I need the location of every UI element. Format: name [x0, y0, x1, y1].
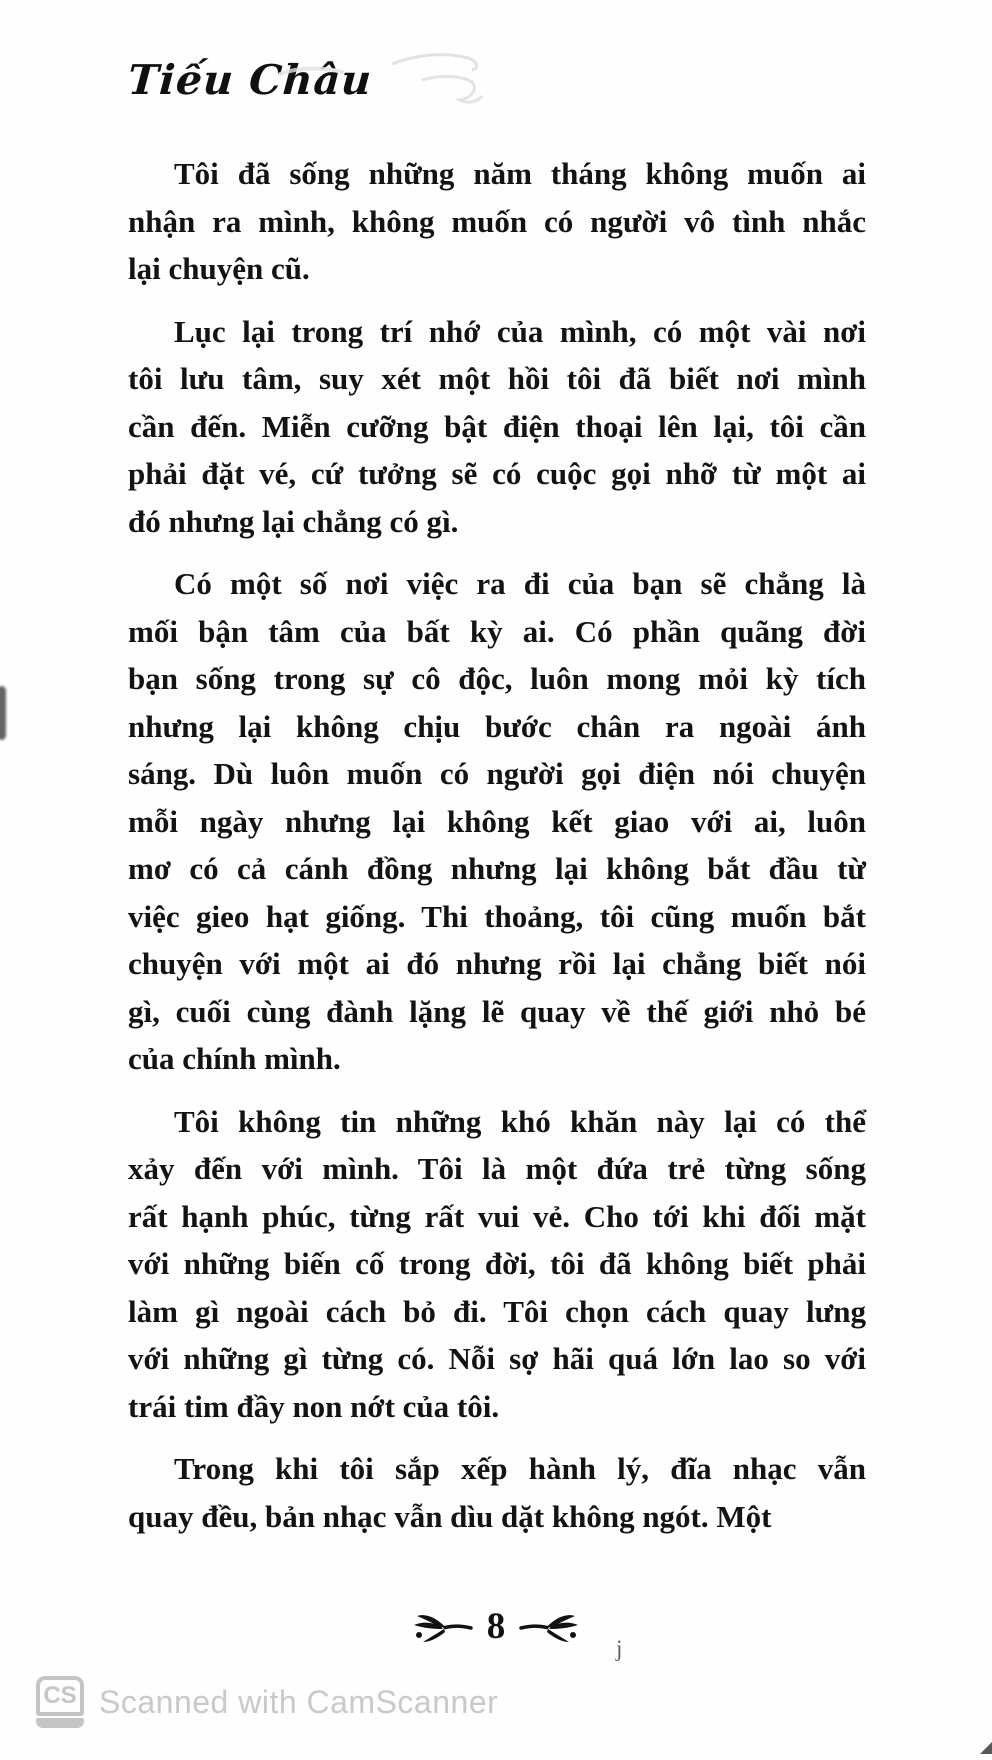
- scan-edge-smear: [0, 686, 6, 740]
- camscanner-logo-letters: CS: [43, 1682, 77, 1709]
- text-line: trái tim đầy non nớt của tôi.: [128, 1388, 500, 1424]
- paragraph: [128, 150, 866, 293]
- page-footer: [0, 1608, 992, 1645]
- text-line: lại chuyện cũ.: [128, 251, 310, 286]
- text-line: phải đặt vé, cứ tưởng sẽ có cuộc gọi nhỡ từ một ai: [128, 456, 866, 491]
- text-line: sáng. Dù luôn muốn có người gọi điện nói chuyện: [128, 756, 866, 791]
- text-line: với những gì từng có. Nỗi sợ hãi quá lớn lao so với: [128, 1341, 866, 1376]
- scan-smudge: [272, 46, 502, 116]
- text-line: việc gieo hạt giống. Thi thoảng, tôi cũng muốn bắt: [128, 898, 866, 934]
- body-text: [128, 150, 866, 1555]
- text-line: bạn sống trong sự cô độc, luôn mong mỏi kỳ tích: [128, 661, 866, 696]
- paragraph: [128, 1445, 866, 1540]
- fleuron-right-icon: [519, 1609, 583, 1645]
- text-line: mối bận tâm của bất kỳ ai. Có phần quãng đời: [128, 613, 866, 649]
- text-line: cần đến. Miễn cưỡng bật điện thoại lên lại, tôi cần: [128, 408, 866, 444]
- watermark-label: Scanned with CamScanner: [99, 1683, 499, 1720]
- text-line: với những biến cố trong đời, tôi đã không biết phải: [128, 1246, 866, 1281]
- text-line: Tôi đã sống những năm tháng không muốn ai: [174, 156, 866, 191]
- text-line: tôi lưu tâm, suy xét một hồi tôi đã biết nơi mình: [128, 361, 866, 396]
- text-line: quay đều, bản nhạc vẫn dìu dặt không ngót. Một: [128, 1498, 772, 1534]
- page-number: 8: [486, 1606, 506, 1647]
- camscanner-logo-band: [36, 1718, 84, 1728]
- text-line: nhưng lại không chịu bước chân ra ngoài ánh: [128, 708, 866, 744]
- text-line: mơ có cả cánh đồng nhưng lại không bắt đầu từ: [128, 851, 866, 886]
- text-line: Trong khi tôi sắp xếp hành lý, đĩa nhạc vẫn: [174, 1451, 866, 1486]
- book-title-script: Tiếu Châu: [126, 56, 374, 104]
- text-line: nhận ra mình, không muốn có người vô tình nhắc: [128, 203, 866, 239]
- paragraph: [128, 1098, 866, 1431]
- text-line: Có một số nơi việc ra đi của bạn sẽ chẳng là: [174, 566, 866, 601]
- text-line: Lục lại trong trí nhớ của mình, có một vài nơi: [174, 313, 866, 349]
- text-line: chuyện với một ai đó nhưng rồi lại chẳng biết nói: [128, 946, 866, 981]
- text-line: đó nhưng lại chẳng có gì.: [128, 503, 459, 539]
- text-line: làm gì ngoài cách bỏ đi. Tôi chọn cách quay lưng: [128, 1293, 866, 1329]
- text-line: của chính mình.: [128, 1041, 341, 1076]
- camscanner-watermark: [36, 1676, 498, 1728]
- paragraph: [128, 560, 866, 1083]
- text-line: mỗi ngày nhưng lại không kết giao với ai, luôn: [128, 803, 866, 839]
- text-line: gì, cuối cùng đành lặng lẽ quay về thế giới nhỏ bé: [128, 993, 866, 1029]
- text-line: xảy đến với mình. Tôi là một đứa trẻ từng sống: [128, 1151, 866, 1186]
- text-line: Tôi không tin những khó khăn này lại có thể: [174, 1103, 866, 1139]
- stray-ink-mark: j: [616, 1636, 623, 1661]
- corner-scan-mark: [980, 1742, 992, 1754]
- text-line: rất hạnh phúc, từng rất vui vẻ. Cho tới khi đối mặt: [128, 1198, 866, 1234]
- fleuron-left-icon: [409, 1609, 473, 1645]
- camscanner-logo-icon: [36, 1676, 84, 1728]
- paragraph: [128, 308, 866, 546]
